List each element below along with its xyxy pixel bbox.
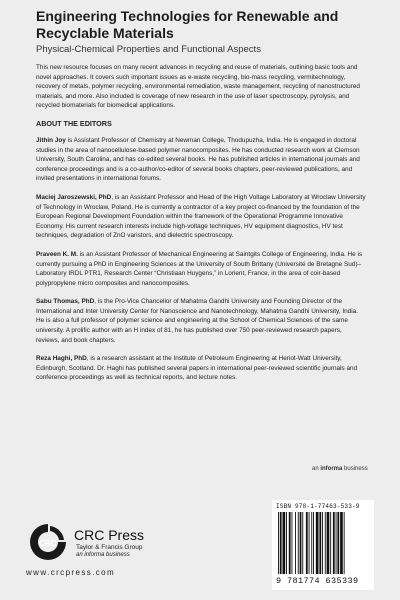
logo-letters: CRC — [39, 539, 57, 548]
editor-bio — [36, 193, 366, 241]
cover-text — [36, 8, 366, 392]
editor-bio-text: is an Assistant Professor of Mechanical Engineering at Saintgits College of Engineering, India. He is currently pursuing a PhD in Engineering Sciences at the University of South Brittany (Université de Bretagne Sud)–Laboratory IRDL PTR1, Research Center “Christiaan Huygens,” in Lorient, France, in the area of coir-based polypropylene micro composites and nanocomposites. — [36, 250, 363, 287]
editor-bio-text: , is a research assistant at the Institute of Petroleum Engineering at Heriot-Watt University, Edinburgh, Scotland. Dr. Haghi has published several papers in international peer-reviewed scientific journals and conference proceedings as well as technical reports, and lecture notes. — [36, 355, 358, 382]
publisher-url: www.crcpress.com — [26, 568, 116, 577]
editor-bio-text: , is the Pro-Vice Chancellor of Mahatma Gandhi University and Founding Director of the International and Inter University Center for Nanoscience and Nanotechnology, Mahatma Gandhi University, India. He is also a full professor of polymer science and engineering at the School of Chemical Sciences of the same university. A prolific author with an H index of 81, he has published over 750 peer-reviewed research papers, reviews, and book chapters. — [36, 298, 358, 344]
editor-bio-text: is Assistant Professor of Chemistry at Newman College, Thodupuzha, India. He is engaged in doctoral studies in the area of nanocellulose-based polymer nanocomposites. He has conducted research work at Clemson University, South Carolina, and has co-edited several books. He has published articles in international journals and conference proceedings and is a co-author/co-editor of several books chapters, peer-reviewed publications, and invited presentations in international forums. — [36, 136, 360, 183]
informa-suffix: business — [342, 466, 368, 472]
book-description: This new resource focuses on many recent advances in recycling and reuse of materials, outlining basic tools and novel approaches. It covers such important issues as e-waste recycling, bio-mass recycling, vermitechnology, recovery of metals, polymer recycling, environmental remediation, waste management, recycling of nanostructured materials, and more. Also included is coverage of new research in the use of laser spectroscopy, pyrolysis, and recycled biomaterials for biomedical applications. — [36, 64, 360, 110]
isbn-label: ISBN 978-1-77463-533-9 — [276, 503, 360, 510]
editor-bio — [36, 354, 366, 383]
editor-name: Reza Haghi, PhD — [36, 355, 87, 363]
editor-bio — [36, 297, 366, 345]
editor-name: Sabu Thomas, PhD — [36, 298, 95, 306]
editor-bio — [36, 136, 366, 184]
cover-footer — [0, 462, 400, 600]
book-subtitle: Physical-Chemical Properties and Functional Aspects — [36, 44, 261, 55]
publisher-informa: an informa business — [76, 552, 130, 558]
about-heading: ABOUT THE EDITORS — [36, 118, 112, 128]
publisher-name: CRC Press — [74, 527, 145, 543]
publisher-group: Taylor & Francis Group — [76, 544, 143, 551]
editor-bio — [36, 250, 366, 288]
barcode-digits: 9 781774 635339 — [276, 576, 359, 586]
barcode-bars — [278, 512, 368, 574]
isbn-barcode — [272, 500, 374, 590]
book-title: Engineering Technologies for Renewable and Recyclable Materials — [36, 8, 339, 41]
informa-brand: informa — [320, 466, 343, 472]
crc-press-logo-icon — [28, 522, 68, 562]
editor-name: Jithin Joy — [36, 136, 66, 144]
editor-name: Maciej Jaroszewski, PhD — [36, 193, 112, 201]
informa-prefix: an — [312, 466, 321, 472]
editor-name: Praveen K. M. — [36, 250, 78, 258]
informa-tagline — [312, 466, 368, 472]
editor-bio-text: , is an Assistant Professor and Head of the High Voltage Laboratory at Wroclaw University of Technology in Wroclaw, Poland. He is currently a contractor of a key project co-financed by the foundation of the European Regional Development Foundation within the framework of the Operational Programme Innovative Economy. His current research interests include high-voltage techniques, HV equipment diagnostics, HV test techniques, degradation of ZnO varistors, and dielectric spectroscopy. — [36, 193, 366, 240]
